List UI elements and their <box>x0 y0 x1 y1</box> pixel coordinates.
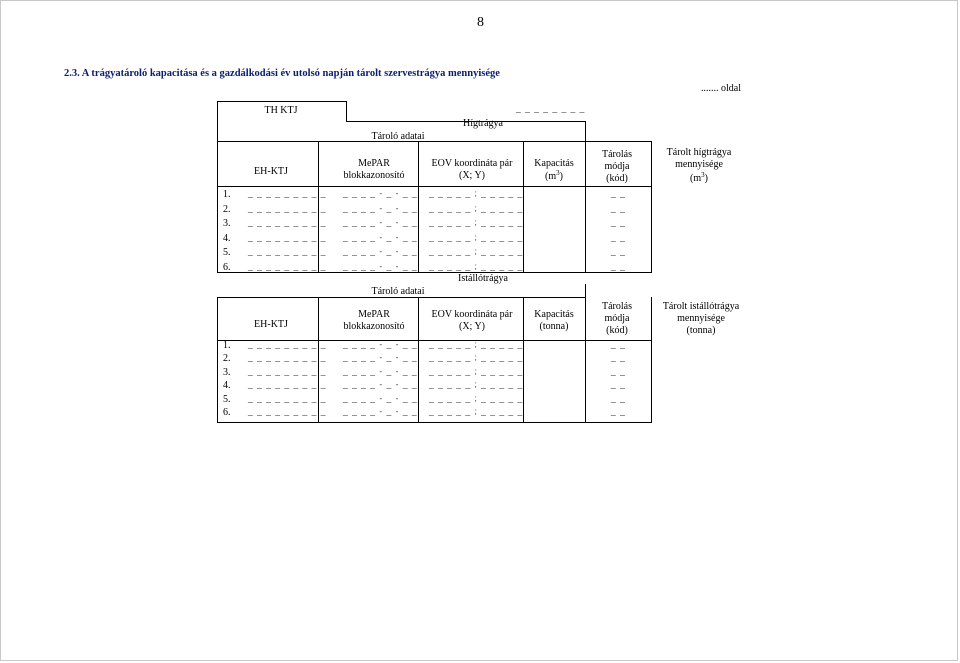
storage-mode-field[interactable]: _ _ <box>611 352 626 362</box>
storage-mode-field[interactable]: _ _ <box>611 261 626 271</box>
col-stored-qty-line2: mennyisége <box>675 159 723 170</box>
storage-mode-field[interactable]: _ _ <box>611 366 626 376</box>
col-capacity-line1: Kapacitás <box>534 309 574 320</box>
eov-field[interactable]: _ _ _ _ _ ; _ _ _ _ _ <box>429 393 524 403</box>
mepar-field[interactable]: _ _ _ _ - _ - _ _ <box>343 203 418 213</box>
col-mepar-line2: blokkazonosító <box>343 321 405 332</box>
solid-section-title: Istállótrágya <box>458 273 508 284</box>
col-storage-mode-line1: Tárolás <box>602 149 632 160</box>
section-heading: 2.3. A trágyatároló kapacitása és a gazdálkodási év utolsó napján tárolt szervestrágya mennyisége <box>64 68 500 79</box>
table-border <box>651 141 652 272</box>
table-border <box>418 297 419 423</box>
col-storage-mode-line1: Tárolás <box>602 301 632 312</box>
storage-mode-field[interactable]: _ _ <box>611 339 626 349</box>
col-stored-qty-line2: mennyisége <box>677 313 725 324</box>
col-storage-mode-line2: módja <box>604 313 630 324</box>
table-border <box>217 272 652 273</box>
storage-mode-field[interactable]: _ _ <box>611 203 626 213</box>
table-border <box>217 101 347 102</box>
row-label: 2. <box>223 204 231 215</box>
mepar-field[interactable]: _ _ _ _ - _ - _ _ <box>343 217 418 227</box>
col-mepar-line1: MePAR <box>358 158 390 169</box>
col-capacity-line2: $(m^3)$ <box>545 169 563 182</box>
storage-data-label: Tároló adatai <box>371 286 425 297</box>
eov-field[interactable]: _ _ _ _ _ ; _ _ _ _ _ <box>429 203 524 213</box>
col-stored-qty-line1: Tárolt hígtrágya <box>666 147 732 158</box>
col-storage-mode-line3: (kód) <box>606 325 628 336</box>
eov-field[interactable]: _ _ _ _ _ ; _ _ _ _ _ <box>429 246 524 256</box>
row-label: 1. <box>223 340 231 351</box>
th-ktj-label: TH KTJ <box>264 105 298 116</box>
row-label: 5. <box>223 247 231 258</box>
mepar-field[interactable]: _ _ _ _ - _ - _ _ <box>343 261 418 271</box>
storage-mode-field[interactable]: _ _ <box>611 406 626 416</box>
table-border <box>585 121 586 272</box>
ehktj-field[interactable]: _ _ _ _ _ _ _ _ _ <box>248 339 327 349</box>
eov-field[interactable]: _ _ _ _ _ ; _ _ _ _ _ <box>429 352 524 362</box>
ehktj-field[interactable]: _ _ _ _ _ _ _ _ _ <box>248 406 327 416</box>
storage-mode-field[interactable]: _ _ <box>611 188 626 198</box>
mepar-field[interactable]: _ _ _ _ - _ - _ _ <box>343 393 418 403</box>
col-stored-qty-line3: $(m^3)$ <box>690 171 708 184</box>
mepar-field[interactable]: _ _ _ _ - _ - _ _ <box>343 366 418 376</box>
col-stored-qty-line1: Tárolt istállótrágya <box>662 301 740 312</box>
eov-field[interactable]: _ _ _ _ _ ; _ _ _ _ _ <box>429 339 524 349</box>
storage-mode-field[interactable]: _ _ <box>611 232 626 242</box>
ehktj-field[interactable]: _ _ _ _ _ _ _ _ _ <box>248 261 327 271</box>
storage-data-label: Tároló adatai <box>371 131 425 142</box>
col-ehktj: EH-KTJ <box>254 166 288 177</box>
storage-mode-field[interactable]: _ _ <box>611 379 626 389</box>
table-border <box>346 101 347 121</box>
ehktj-field[interactable]: _ _ _ _ _ _ _ _ _ <box>248 246 327 256</box>
ehktj-field[interactable]: _ _ _ _ _ _ _ _ _ <box>248 379 327 389</box>
col-storage-mode-line3: (kód) <box>606 173 628 184</box>
mepar-field[interactable]: _ _ _ _ - _ - _ _ <box>343 406 418 416</box>
col-mepar-line1: MePAR <box>358 309 390 320</box>
eov-field[interactable]: _ _ _ _ _ ; _ _ _ _ _ <box>429 406 524 416</box>
ehktj-field[interactable]: _ _ _ _ _ _ _ _ _ <box>248 203 327 213</box>
table-border <box>418 141 419 272</box>
col-capacity-line2: (tonna) <box>539 321 569 332</box>
col-eov-line1: EOV koordináta pár <box>431 309 513 320</box>
mepar-field[interactable]: _ _ _ _ - _ - _ _ <box>343 352 418 362</box>
ehktj-field[interactable]: _ _ _ _ _ _ _ _ _ <box>248 366 327 376</box>
mepar-field[interactable]: _ _ _ _ - _ - _ _ <box>343 246 418 256</box>
col-eov-line2: (X; Y) <box>458 170 486 181</box>
row-label: 1. <box>223 189 231 200</box>
liquid-section-title: Hígtrágya <box>463 118 503 129</box>
table-border <box>217 141 652 142</box>
storage-mode-field[interactable]: _ _ <box>611 393 626 403</box>
row-label: 4. <box>223 380 231 391</box>
eov-field[interactable]: _ _ _ _ _ ; _ _ _ _ _ <box>429 217 524 227</box>
eov-field[interactable]: _ _ _ _ _ ; _ _ _ _ _ <box>429 261 524 271</box>
eov-field[interactable]: _ _ _ _ _ ; _ _ _ _ _ <box>429 232 524 242</box>
row-label: 3. <box>223 218 231 229</box>
eov-field[interactable]: _ _ _ _ _ ; _ _ _ _ _ <box>429 366 524 376</box>
row-label: 4. <box>223 233 231 244</box>
page-of-label: ....... oldal <box>701 83 741 94</box>
mepar-field[interactable]: _ _ _ _ - _ - _ _ <box>343 232 418 242</box>
row-label: 3. <box>223 367 231 378</box>
col-capacity-line1: Kapacitás <box>534 158 574 169</box>
mepar-field[interactable]: _ _ _ _ - _ - _ _ <box>343 379 418 389</box>
table-border <box>651 297 652 423</box>
ehktj-field[interactable]: _ _ _ _ _ _ _ _ _ <box>248 188 327 198</box>
th-ktj-field[interactable]: _ _ _ _ _ _ _ _ <box>516 103 586 113</box>
row-label: 2. <box>223 353 231 364</box>
ehktj-field[interactable]: _ _ _ _ _ _ _ _ _ <box>248 217 327 227</box>
table-border <box>585 284 586 423</box>
table-border <box>217 186 652 187</box>
mepar-field[interactable]: _ _ _ _ - _ - _ _ <box>343 339 418 349</box>
col-eov-line1: EOV koordináta pár <box>431 158 513 169</box>
table-border <box>217 297 218 423</box>
storage-mode-field[interactable]: _ _ <box>611 217 626 227</box>
col-stored-qty-line3: (tonna) <box>686 325 716 336</box>
mepar-field[interactable]: _ _ _ _ - _ - _ _ <box>343 188 418 198</box>
col-ehktj: EH-KTJ <box>254 319 288 330</box>
storage-mode-field[interactable]: _ _ <box>611 246 626 256</box>
page-number: 8 <box>477 15 484 30</box>
eov-field[interactable]: _ _ _ _ _ ; _ _ _ _ _ <box>429 188 524 198</box>
ehktj-field[interactable]: _ _ _ _ _ _ _ _ _ <box>248 232 327 242</box>
col-mepar-line2: blokkazonosító <box>343 170 405 181</box>
ehktj-field[interactable]: _ _ _ _ _ _ _ _ _ <box>248 393 327 403</box>
row-label: 6. <box>223 262 231 273</box>
table-border <box>217 422 652 423</box>
row-label: 6. <box>223 407 231 418</box>
col-storage-mode-line2: módja <box>604 161 630 172</box>
eov-field[interactable]: _ _ _ _ _ ; _ _ _ _ _ <box>429 379 524 389</box>
col-eov-line2: (X; Y) <box>458 321 486 332</box>
row-label: 5. <box>223 394 231 405</box>
ehktj-field[interactable]: _ _ _ _ _ _ _ _ _ <box>248 352 327 362</box>
